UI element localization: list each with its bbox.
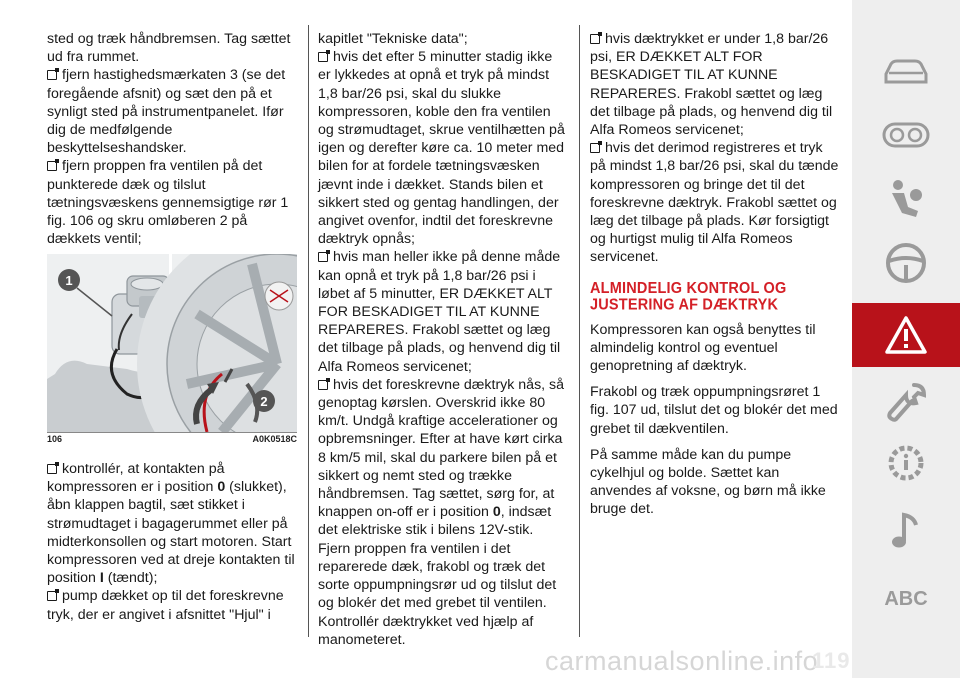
bullet-text: hvis det foreskrevne dæktryk nås, så genoptag kørslen. Overskrid ikke 80 km/t. Undgå kraftige accelerationer og opbremsninger. Efter at have kørt cirka 8 km/5 mil, skal du parkere bilen på et sikkert og nemt sted og trække håndbremsen. Tag sættet, sørg for, at knappen on-off er i position [318,376,565,521]
sidebar-item-multimedia[interactable] [852,500,960,562]
bullet-text: fjern hastighedsmærkaten 3 (se det foregående afsnit) og sæt den på et synligt sted på instrumentpanelet. Ifør dig de medfølgende beskyttelseshandsker. [47,67,286,157]
sidebar-item-instruments[interactable] [852,104,960,166]
steering-wheel-icon [884,241,928,285]
bullet-item [47,460,295,587]
bullet-item [590,30,840,139]
column-divider [579,25,580,637]
bullet-text: (tændt); [103,570,158,587]
section-heading: ALMINDELIG KONTROL OG JUSTERING AF DÆKTRYK [590,279,787,314]
paragraph: Frakobl og træk oppumpningsrøret 1 fig. 107 ud, tilslut det og blokér det med grebet til dækventilen. [590,384,838,437]
bullet-text: , indsæt det elektriske stik i bilens 12V-stik. Fjern proppen fra ventilen i det reparerede dæk, frakobl og træk det sorte oppumpningsrør ud og tilslut det og blokér det med grebet til ventilen. Kontrollér dæktrykket ved hjælp af manometeret. [318,504,557,648]
bullet-text: kontrollér, at kontakten på kompressoren er i position [47,461,225,496]
bullet-marker-icon [318,380,328,390]
text-column-2 [318,30,566,649]
sidebar-item-emergency[interactable] [852,303,960,367]
bullet-text: hvis dæktrykket er under 1,8 bar/26 psi, ER DÆKKET ALT FOR BESKADIGET TIL AT KUNNE REPARERES. Frakobl sættet og læg det tilbage på plads, og henvend dig til Alfa Romeos servicenet; [590,31,833,139]
paragraph: kapitlet "Tekniske data"; [318,31,468,47]
figure-caption [47,434,297,444]
bullet-marker-icon [47,161,57,171]
figure-code: A0K0518C [252,434,297,444]
car-icon [881,56,931,86]
sidebar-item-driving[interactable] [852,232,960,294]
paragraph: På samme måde kan du pumpe cykelhjul og bolde. Sættet kan anvendes af voksne, og børn må ikke bruge det. [590,446,826,518]
bullet-marker-icon [47,70,57,80]
figure-label-1: 1 [65,273,73,288]
seat-airbag-icon [884,177,928,221]
bullet-text: pump dækket op til det foreskrevne tryk, der er angivet i afsnittet "Hjul" i [47,588,284,623]
music-note-icon [884,509,928,553]
bullet-text: hvis man heller ikke på denne måde kan opnå et tryk på 1,8 bar/26 psi i løbet af 5 minutter, ER DÆKKET ALT FOR BESKADIGET TIL AT KUNNE REPARERES. Frakobl sættet og læg det tilbage på plads, og henvend dig til Alfa Romeos servicenet; [318,249,561,375]
text-column-3 [590,30,840,519]
bullet-item [47,66,295,157]
bullet-item [590,139,840,266]
index-abc-label: ABC [884,587,928,610]
wrench-icon [884,381,928,425]
switch-position-on: I [99,570,104,587]
bullet-item [47,157,295,248]
bullet-item [47,587,295,623]
bullet-marker-icon [590,34,600,44]
chapter-sidebar [852,0,960,678]
figure-number: 106 [47,434,63,444]
figure-label-2: 2 [260,394,268,409]
gear-info-icon [884,441,928,485]
dashboard-gauges-icon [881,120,931,150]
bullet-text: fjern proppen fra ventilen på det punkterede dæk og tilslut tætningsvæskens gennemsigtige rør 1 fig. 106 og skru omløberen 2 på dækkets ventil; [47,158,289,248]
bullet-marker-icon [318,252,328,262]
paragraph: sted og træk håndbremsen. Tag sættet ud fra rummet. [47,31,291,66]
sidebar-item-safety[interactable] [852,168,960,230]
paragraph: Kompressoren kan også benyttes til almindelig kontrol og eventuel genopretning af dæktryk. [590,321,816,375]
text-column-1-continued [47,460,295,624]
bullet-text: hvis det efter 5 minutter stadig ikke er lykkedes at opnå et tryk på mindst 1,8 bar/26 psi, skal du slukke kompressoren, koble den fra ventilen og strømudtaget, skrue ventilhætten på igen og derefter køre ca. 10 meter med bilen for at fordele tætningsvæsken jævnt inde i dækket. Stands bilen et sikkert sted og gentag handlingen, der angivet ovenfor, indtil det foreskrevne dæktryk opnås; [318,49,565,248]
tyre-repair-kit-illustration [47,254,297,432]
sidebar-item-index[interactable] [852,568,960,630]
sidebar-item-technical-data[interactable] [852,432,960,494]
bullet-marker-icon [590,143,600,153]
text-column-1 [47,30,295,248]
bullet-item [318,48,566,248]
bullet-item [318,376,566,649]
switch-position-off: 0 [492,504,501,521]
column-divider [308,25,309,637]
bullet-text: hvis det derimod registreres et tryk på mindst 1,8 bar/26 psi, skal du tænde kompressoren og bringe det til det foreskrevne dæktryk. Frakobl sættet og læg det tilbage på plads. Kør forsigtigt og hurtigst mulig til Alfa Romeos servicenet. [590,140,839,266]
watermark: carmanualsonline.info [545,646,819,676]
page-number: 119 [812,648,851,673]
bullet-text: (slukket), åbn klappen bagtil, sæt stikket i strømudtaget i bagagerummet eller på midterkonsollen og start motoren. Start kompressoren ved at dreje kontakten til position [47,479,295,587]
bullet-marker-icon [47,464,57,474]
figure-106-image [47,254,297,433]
bullet-item [318,248,566,375]
sidebar-item-maintenance[interactable] [852,372,960,434]
sidebar-item-car[interactable] [852,40,960,102]
switch-position-off: 0 [217,479,226,496]
bullet-marker-icon [318,52,328,62]
bullet-marker-icon [47,591,57,601]
warning-triangle-icon [884,315,928,355]
